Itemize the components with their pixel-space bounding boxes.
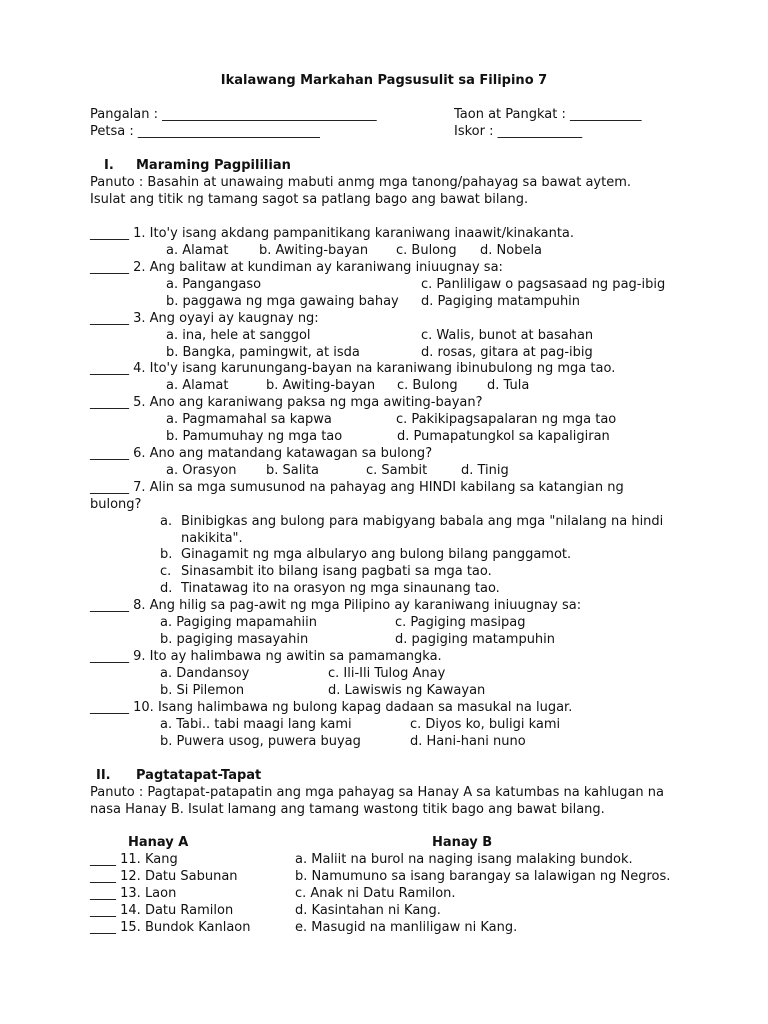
choice: c. Sambit — [366, 463, 428, 478]
pangalan-field[interactable]: Pangalan : _________________________________ — [90, 107, 377, 122]
choice: c. Pakikipagsapalaran ng mga tao — [396, 412, 617, 427]
question-3: ______ 3. Ang oyayi ay kaugnay ng: — [90, 311, 319, 326]
match-choice-a: a. Maliit na burol na naging isang malaking bundok. — [295, 852, 633, 867]
choice-letter: d. — [160, 581, 173, 596]
choice-letter: b. — [160, 547, 173, 562]
taon-pangkat-field[interactable]: Taon at Pangkat : ___________ — [454, 107, 642, 122]
choice-letter: c. — [160, 564, 172, 579]
choice: a. ina, hele at sanggol — [166, 328, 311, 343]
choice: c. Walis, bunot at basahan — [421, 328, 594, 343]
question-6: ______ 6. Ano ang matandang katawagan sa bulong? — [90, 446, 433, 461]
choice: d. Lawiswis ng Kawayan — [328, 683, 486, 698]
choice: d. Tinig — [461, 463, 509, 478]
choice: c. Bulong — [397, 378, 458, 393]
hanay-a-header: Hanay A — [128, 835, 189, 850]
choice: a. Alamat — [166, 378, 229, 393]
choice: a. Pagmamahal sa kapwa — [166, 412, 332, 427]
choice: b. Awiting-bayan — [266, 378, 376, 393]
choice: c. Ili-Ili Tulog Anay — [328, 666, 446, 681]
match-item-12: ____ 12. Datu Sabunan — [90, 869, 238, 884]
part2-instruction: nasa Hanay B. Isulat lamang ang tamang wastong titik bago ang bawat bilang. — [90, 802, 605, 817]
choice: d. Nobela — [480, 243, 543, 258]
choice: b. Bangka, pamingwit, at isda — [166, 345, 360, 360]
choice: c. Pagiging masipag — [395, 615, 526, 630]
question-4: ______ 4. Ito'y isang karunungang-bayan na karaniwang ibinubulong ng mga tao. — [90, 361, 616, 376]
choice: a. Orasyon — [166, 463, 237, 478]
part1-instruction: Panuto : Basahin at unawaing mabuti anmg mga tanong/pahayag sa bawat aytem. — [90, 175, 632, 190]
question-2: ______ 2. Ang balitaw at kundiman ay karaniwang iniuugnay sa: — [90, 260, 503, 275]
choice: c. Panliligaw o pagsasaad ng pag-ibig — [421, 277, 666, 292]
match-choice-b: b. Namumuno sa isang barangay sa lalawigan ng Negros. — [295, 869, 671, 884]
choice: c. Diyos ko, buligi kami — [410, 717, 561, 732]
choice: d. pagiging matampuhin — [395, 632, 556, 647]
choice: b. Awiting-bayan — [259, 243, 369, 258]
choice: b. Pamumuhay ng mga tao — [166, 429, 343, 444]
part1-instruction: Isulat ang titik ng tamang sagot sa patlang bago ang bawat bilang. — [90, 192, 529, 207]
choice: Ginagamit ng mga albularyo ang bulong bilang panggamot. — [181, 547, 572, 562]
choice: a. Dandansoy — [160, 666, 250, 681]
part2-title: Pagtatapat-Tapat — [136, 768, 262, 783]
match-choice-e: e. Masugid na manliligaw ni Kang. — [295, 920, 518, 935]
question-9: ______ 9. Ito ay halimbawa ng awitin sa pamamangka. — [90, 649, 442, 664]
choice: d. Tula — [487, 378, 530, 393]
hanay-b-header: Hanay B — [432, 835, 493, 850]
match-choice-c: c. Anak ni Datu Ramilon. — [295, 886, 456, 901]
choice: b. paggawa ng mga gawaing bahay — [166, 294, 399, 309]
part2-instruction: Panuto : Pagtapat-patapatin ang mga pahayag sa Hanay A sa katumbas na kahlugan na — [90, 785, 665, 800]
question-7: ______ 7. Alin sa mga sumusunod na pahayag ang HINDI kabilang sa katangian ng — [90, 480, 624, 495]
choice: nakikita". — [181, 531, 243, 546]
choice: c. Bulong — [396, 243, 457, 258]
match-item-11: ____ 11. Kang — [90, 852, 178, 867]
part1-title: Maraming Pagpililian — [136, 158, 291, 173]
match-item-13: ____ 13. Laon — [90, 886, 177, 901]
choice: d. Pagiging matampuhin — [421, 294, 581, 309]
choice: Sinasambit ito bilang isang pagbati sa mga tao. — [181, 564, 492, 579]
question-1: ______ 1. Ito'y isang akdang pampanitikang karaniwang inaawit/kinakanta. — [90, 226, 575, 241]
choice: b. Salita — [266, 463, 320, 478]
iskor-field[interactable]: Iskor : _____________ — [454, 124, 583, 139]
choice: b. Si Pilemon — [160, 683, 245, 698]
choice: Binibigkas ang bulong para mabigyang babala ang mga "nilalang na hindi — [181, 514, 664, 529]
choice: a. Alamat — [166, 243, 229, 258]
match-item-14: ____ 14. Datu Ramilon — [90, 903, 234, 918]
choice: b. Puwera usog, puwera buyag — [160, 734, 361, 749]
choice: d. Pumapatungkol sa kapaligiran — [397, 429, 610, 444]
question-5: ______ 5. Ano ang karaniwang paksa ng mga awiting-bayan? — [90, 395, 483, 410]
match-choice-d: d. Kasintahan ni Kang. — [295, 903, 441, 918]
match-item-15: ____ 15. Bundok Kanlaon — [90, 920, 251, 935]
petsa-field[interactable]: Petsa : ____________________________ — [90, 124, 320, 139]
part2-number: II. — [96, 768, 111, 783]
choice: a. Tabi.. tabi maagi lang kami — [160, 717, 352, 732]
part1-number: I. — [104, 158, 114, 173]
choice-letter: a. — [160, 514, 173, 529]
choice: d. rosas, gitara at pag-ibig — [421, 345, 593, 360]
exam-title: Ikalawang Markahan Pagsusulit sa Filipino 7 — [220, 73, 548, 88]
question-7: bulong? — [90, 497, 142, 512]
choice: a. Pangangaso — [166, 277, 262, 292]
choice: a. Pagiging mapamahiin — [160, 615, 317, 630]
question-10: ______ 10. Isang halimbawa ng bulong kapag dadaan sa masukal na lugar. — [90, 700, 573, 715]
choice: d. Hani-hani nuno — [410, 734, 526, 749]
question-8: ______ 8. Ang hilig sa pag-awit ng mga Pilipino ay karaniwang iniuugnay sa: — [90, 598, 582, 613]
choice: b. pagiging masayahin — [160, 632, 309, 647]
choice: Tinatawag ito na orasyon ng mga sinaunang tao. — [181, 581, 500, 596]
